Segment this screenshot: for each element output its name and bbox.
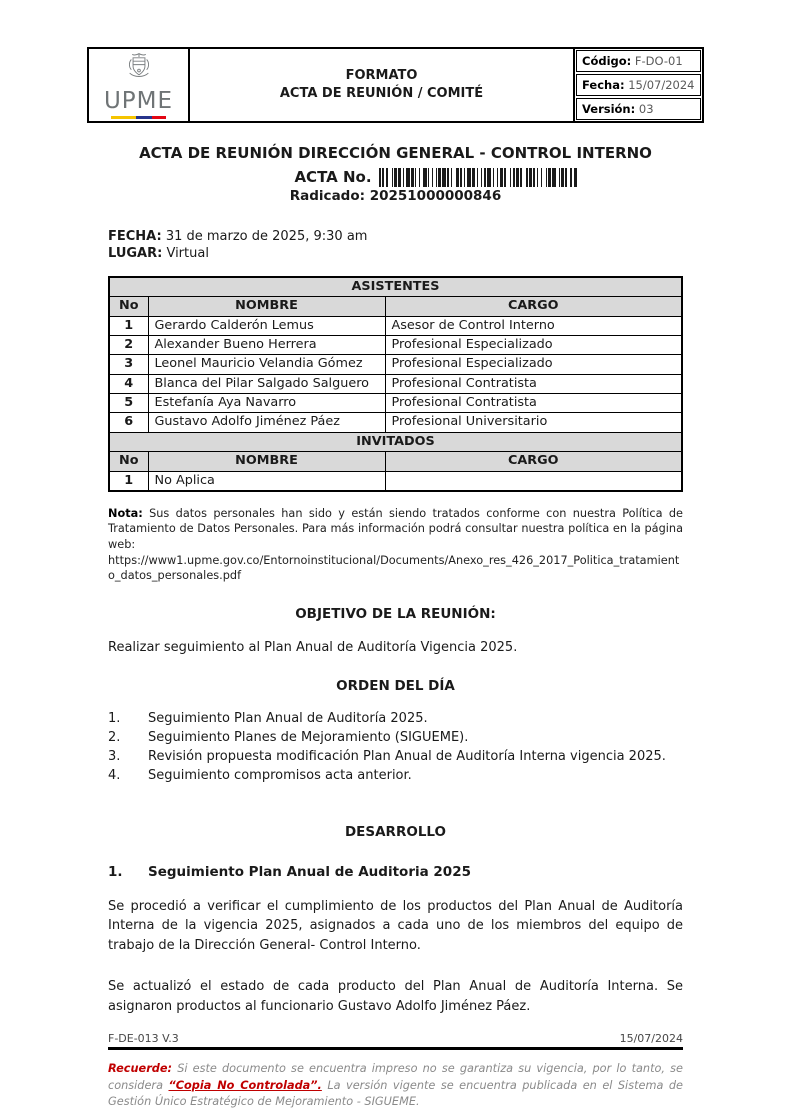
- orden-heading: ORDEN DEL DÍA: [336, 678, 455, 695]
- table-cell: Alexander Bueno Herrera: [148, 335, 385, 354]
- radicado-number: Radicado: 20251000000846: [289, 188, 502, 204]
- col-no: No: [109, 297, 148, 316]
- table-cell: Asesor de Control Interno: [385, 316, 682, 335]
- table-cell: 1: [109, 471, 148, 491]
- col-cargo: CARGO: [385, 297, 682, 316]
- lugar-line: [108, 246, 683, 263]
- table-cell: Profesional Universitario: [385, 413, 682, 432]
- table-row: [109, 471, 682, 491]
- meeting-info: [108, 229, 683, 263]
- acta-number-line: [0, 167, 791, 187]
- meta-fecha-value: 15/07/2024: [628, 78, 695, 92]
- col-nombre: NOMBRE: [148, 297, 385, 316]
- meta-codigo-value: F-DO-01: [634, 54, 683, 68]
- meta-codigo: [576, 50, 701, 72]
- nota-label: Nota:: [108, 506, 143, 520]
- orden-item-text: Revisión propuesta modificación Plan Anual de Auditoría Interna vigencia 2025.: [148, 749, 666, 765]
- meta-version-value: 03: [638, 102, 654, 116]
- orden-item: [108, 748, 683, 767]
- orden-item-number: 2.: [108, 730, 121, 746]
- privacy-note: [108, 506, 683, 584]
- meta-fecha-label: Fecha:: [582, 78, 625, 92]
- table-cell: 1: [109, 316, 148, 335]
- col-no: No: [109, 452, 148, 471]
- page-title: ACTA DE REUNIÓN DIRECCIÓN GENERAL - CONTROL INTERNO: [139, 144, 652, 162]
- desarrollo-item-number: 1.: [108, 863, 123, 880]
- orden-item-text: Seguimiento Plan Anual de Auditoría 2025.: [148, 711, 428, 727]
- format-title-line1: FORMATO: [345, 68, 418, 84]
- fecha-value: 31 de marzo de 2025, 9:30 am: [161, 229, 368, 244]
- recuerde-part2: La versión vigente se encuentra publicada en el Sistema de Gestión Único Estratégico de Mejoramiento - SIGUEME.: [108, 1078, 683, 1108]
- footer-date: 15/07/2024: [619, 1032, 683, 1046]
- table-cell: No Aplica: [148, 471, 385, 491]
- table-row: [109, 374, 682, 393]
- recuerde-highlight: “Copia No Controlada”.: [168, 1078, 322, 1092]
- attendees-table: [108, 276, 683, 492]
- table-row: [109, 413, 682, 432]
- table-row: [109, 316, 682, 335]
- asistentes-section-title: ASISTENTES: [109, 277, 682, 297]
- invitados-header-row: [109, 452, 682, 471]
- page-footer: [108, 1032, 683, 1050]
- recuerde-label: Recuerde:: [108, 1062, 173, 1076]
- orden-item: [108, 767, 683, 786]
- fecha-line: [108, 229, 683, 246]
- table-cell: Estefanía Aya Navarro: [148, 394, 385, 413]
- recuerde-note: [108, 1061, 683, 1109]
- table-cell: Leonel Mauricio Velandia Gómez: [148, 355, 385, 374]
- objetivo-text: Realizar seguimiento al Plan Anual de Auditoría Vigencia 2025.: [108, 639, 518, 655]
- format-title: [190, 49, 573, 121]
- desarrollo-paragraph-2: Se actualizó el estado de cada producto del Plan Anual de Auditoría Interna. Se asignaron productos al funcionario Gustavo Adolfo Jiménez Páez.: [108, 978, 683, 1014]
- table-cell: Gerardo Calderón Lemus: [148, 316, 385, 335]
- desarrollo-item-1: [108, 864, 683, 880]
- table-row: [109, 394, 682, 413]
- desarrollo-item-title: Seguimiento Plan Anual de Auditoria 2025: [148, 863, 471, 880]
- orden-item-number: 3.: [108, 749, 121, 765]
- lugar-label: LUGAR:: [108, 245, 163, 261]
- upme-brand-text: UPME: [103, 88, 174, 114]
- desarrollo-paragraph-1: Se procedió a verificar el cumplimiento de los productos del Plan Anual de Auditoría Interna de la vigencia 2025, asignados a cada uno de los miembros del equipo de trabajo de la Dirección General- Control Interno.: [108, 898, 683, 954]
- table-cell: Profesional Especializado: [385, 335, 682, 354]
- recuerde-part1: Si este documento se encuentra impreso no se garantiza su vigencia, por lo tanto, se considera: [108, 1062, 683, 1092]
- upme-logo: [89, 49, 190, 121]
- nota-text: Sus datos personales han sido y están siendo tratados conforme con nuestra Política de Tratamiento de Datos Personales. Para más información podrá consultar nuestra política en la página web: https://www1.upme.gov.co/Entornoinstitucional/Documents/Anexo_res_426_2017_Politica_tratamiento_datos_personales.pdf: [108, 506, 683, 583]
- table-cell: Profesional Contratista: [385, 394, 682, 413]
- document-header: [87, 47, 704, 123]
- invitados-section-row: [109, 432, 682, 451]
- colombia-flag-bar: [111, 116, 167, 119]
- orden-item-number: 4.: [108, 767, 121, 783]
- meta-version: [576, 98, 701, 120]
- asistentes-section-row: [109, 277, 682, 297]
- table-row: [109, 335, 682, 354]
- table-cell: 3: [109, 355, 148, 374]
- table-cell: 6: [109, 413, 148, 432]
- orden-item-number: 1.: [108, 711, 121, 727]
- title-block: [0, 144, 791, 204]
- orden-item: [108, 710, 683, 729]
- table-cell: Blanca del Pilar Salgado Salguero: [148, 374, 385, 393]
- asistentes-header-row: [109, 297, 682, 316]
- desarrollo-heading: DESARROLLO: [344, 823, 447, 840]
- format-title-line2: ACTA DE REUNIÓN / COMITÉ: [279, 86, 484, 101]
- orden-item: [108, 729, 683, 748]
- invitados-section-title: INVITADOS: [109, 432, 682, 451]
- footer-code: F-DE-013 V.3: [108, 1032, 179, 1046]
- fecha-label: FECHA:: [108, 229, 162, 244]
- acta-no-label: ACTA No.: [294, 168, 372, 186]
- table-cell: Profesional Contratista: [385, 374, 682, 393]
- table-cell: Gustavo Adolfo Jiménez Páez: [148, 413, 385, 432]
- table-cell: 4: [109, 374, 148, 393]
- col-nombre: NOMBRE: [148, 452, 385, 471]
- table-row: [109, 355, 682, 374]
- table-cell: Profesional Especializado: [385, 355, 682, 374]
- meta-codigo-label: Código:: [582, 54, 632, 68]
- meta-version-label: Versión:: [582, 102, 636, 116]
- table-cell: 2: [109, 335, 148, 354]
- orden-item-text: Seguimiento compromisos acta anterior.: [148, 767, 412, 783]
- coat-of-arms-icon: [122, 51, 156, 89]
- table-cell: [385, 471, 682, 491]
- document-meta: [573, 49, 702, 121]
- meta-fecha: [576, 74, 701, 96]
- barcode-icon: [379, 168, 497, 187]
- lugar-value: Virtual: [162, 245, 209, 261]
- col-cargo: CARGO: [385, 452, 682, 471]
- objetivo-heading: OBJETIVO DE LA REUNIÓN:: [295, 605, 496, 622]
- orden-list: [108, 710, 683, 785]
- table-cell: 5: [109, 394, 148, 413]
- orden-item-text: Seguimiento Planes de Mejoramiento (SIGUEME).: [148, 730, 469, 746]
